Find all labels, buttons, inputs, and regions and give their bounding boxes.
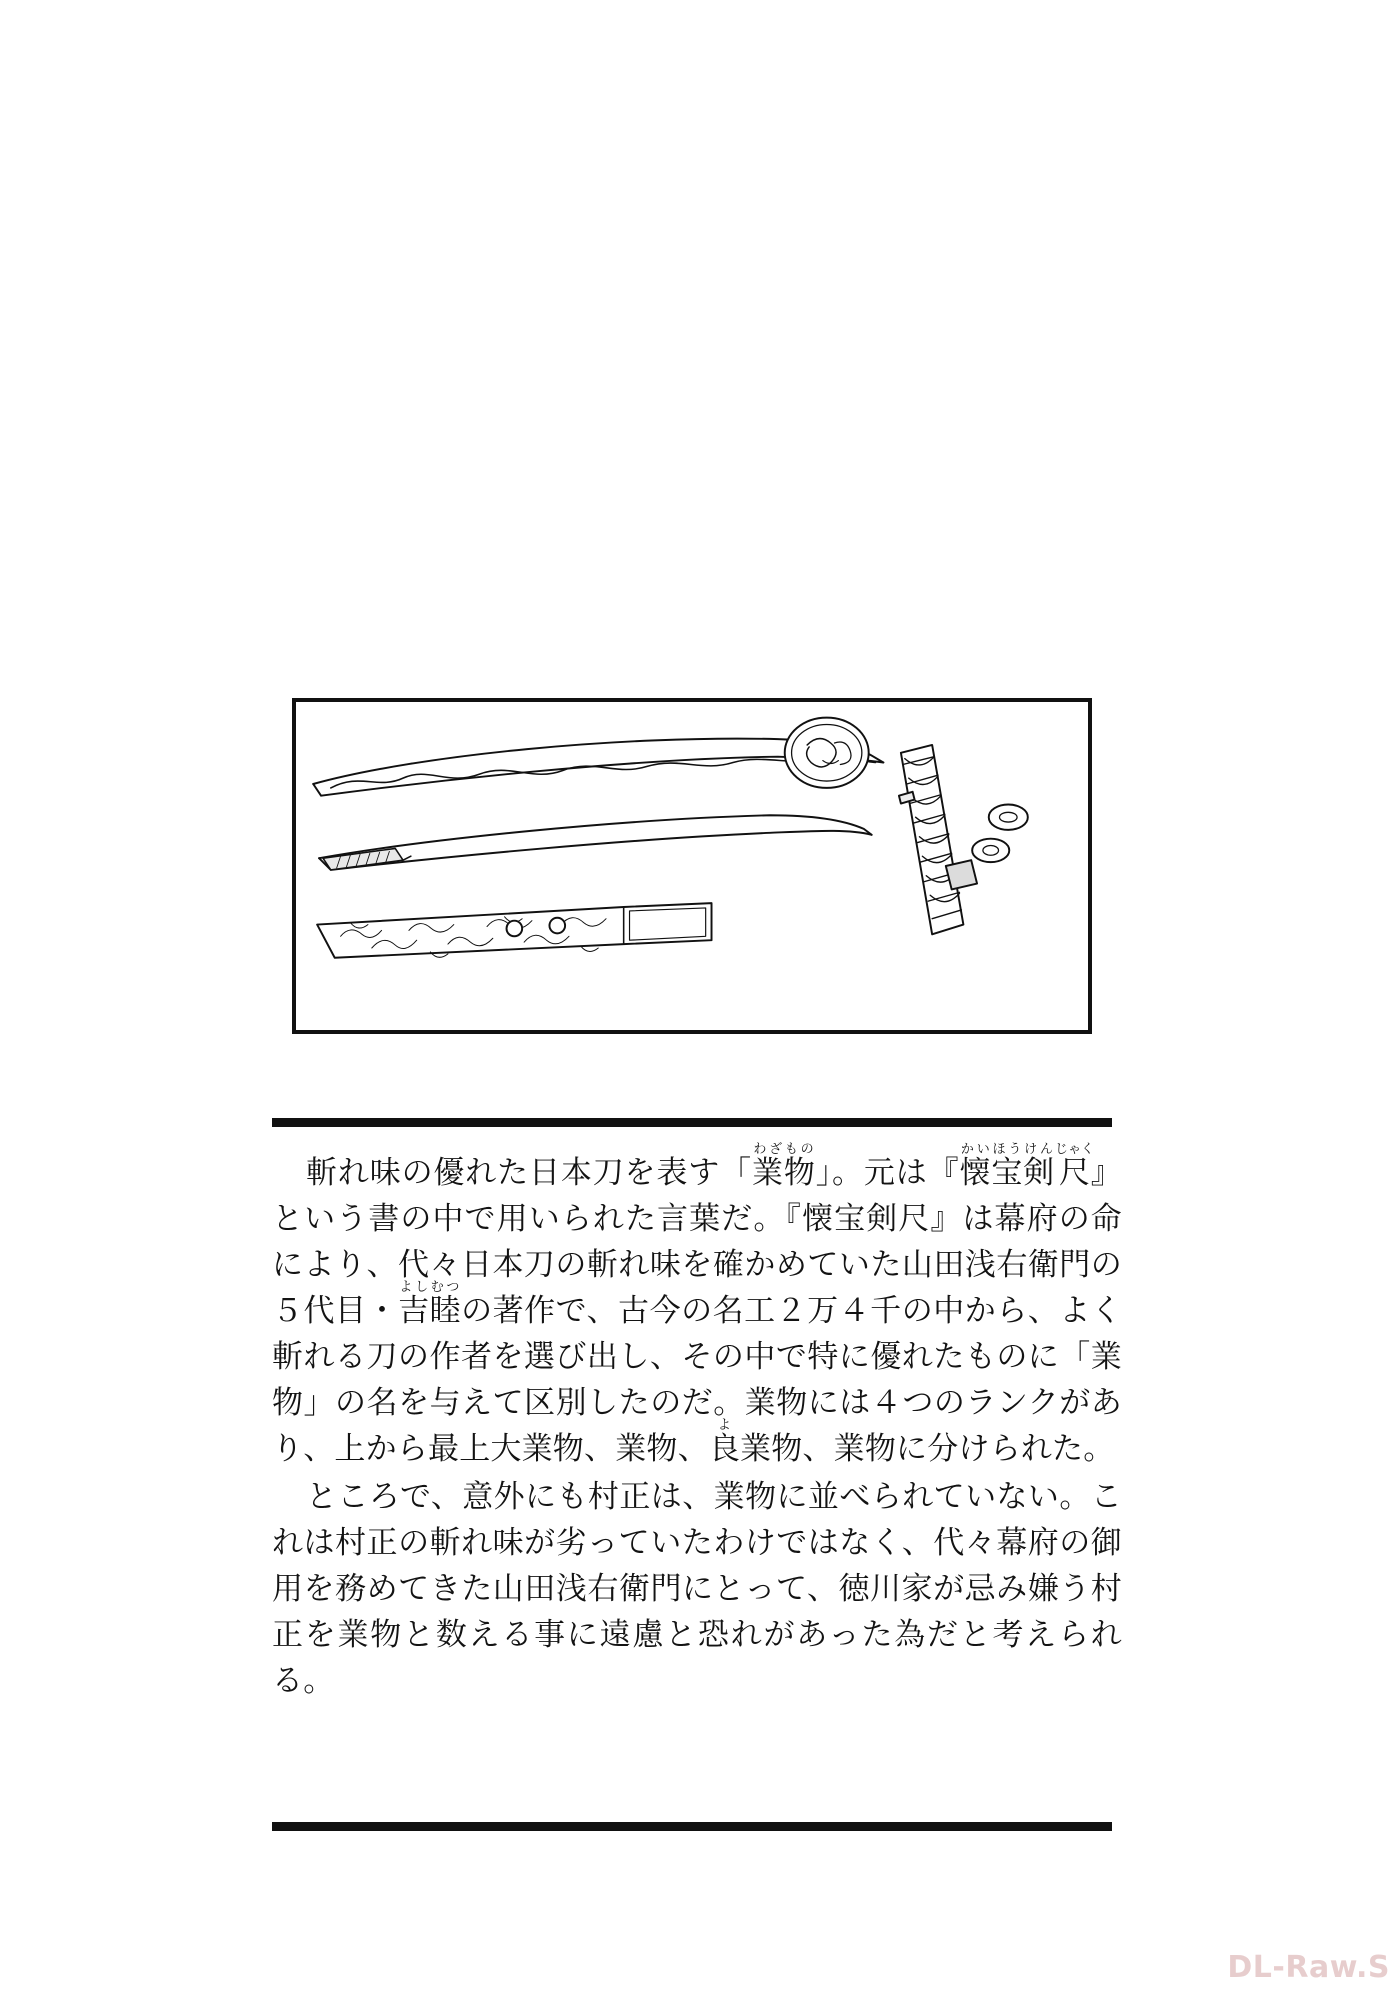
seppa-washer-2: [972, 839, 1009, 862]
seppa-washer-1: [989, 805, 1028, 830]
article-paragraph-1: 斬れ味の優れた日本刀を表す「業物わざもの」。元は『懐宝剣かいほうけん尺じゃく』という書の中で用いられた言葉だ。『懐宝剣尺』は幕府の命により、代々日本刀の斬れ味を確かめていた山田浅右衛門の５代目・吉睦よしむつの著作で、古今の名工２万４千の中から、よく斬れる刀の作者を選び出し、その中で特に優れたものに「業物」の名を与えて区別したのだ。業物には４つのランクがあり、上から最上大業物、業物、良よ業物、業物に分けられた。: [272, 1142, 1123, 1467]
tsuka-handle: [901, 745, 963, 934]
ruby-wazamono: 業物わざもの: [751, 1142, 816, 1191]
watermark-text: DL-Raw.S: [1227, 1950, 1390, 1985]
blade-spine-middle: [319, 815, 872, 858]
ruby-kaihouken: 懐宝剣かいほうけん: [959, 1142, 1056, 1191]
menuki-fitting: [946, 860, 977, 889]
seppa-washer-2-hole: [983, 846, 999, 856]
ruby-yo: 良よ: [708, 1418, 741, 1467]
japanese-sword-parts-illustration: [292, 698, 1092, 1034]
article-body: [272, 1142, 1122, 1704]
ruby-jaku: 尺じゃく: [1055, 1142, 1095, 1191]
divider-top: [272, 1118, 1112, 1127]
article-paragraph-2: ところで、意外にも村正は、業物に並べられていない。これは村正の斬れ味が劣っていたわけではなく、代々幕府の御用を務めてきた山田浅右衛門にとって、徳川家が忌み嫌う村正を業物と数える事に遠慮と恐れがあった為だと考えられる。: [272, 1479, 1122, 1699]
seppa-washer-1-hole: [1000, 812, 1018, 822]
ruby-yoshimutsu: 吉睦よしむつ: [398, 1280, 462, 1329]
mekugi-hole-1: [507, 921, 523, 937]
divider-bottom: [272, 1822, 1112, 1831]
blade-edge-middle: [319, 831, 872, 870]
mekugi-hole-2: [549, 918, 565, 934]
sword-illustration-svg: [296, 702, 1088, 1030]
tsuba-guard: [785, 718, 869, 788]
habaki-mark: [403, 856, 411, 860]
